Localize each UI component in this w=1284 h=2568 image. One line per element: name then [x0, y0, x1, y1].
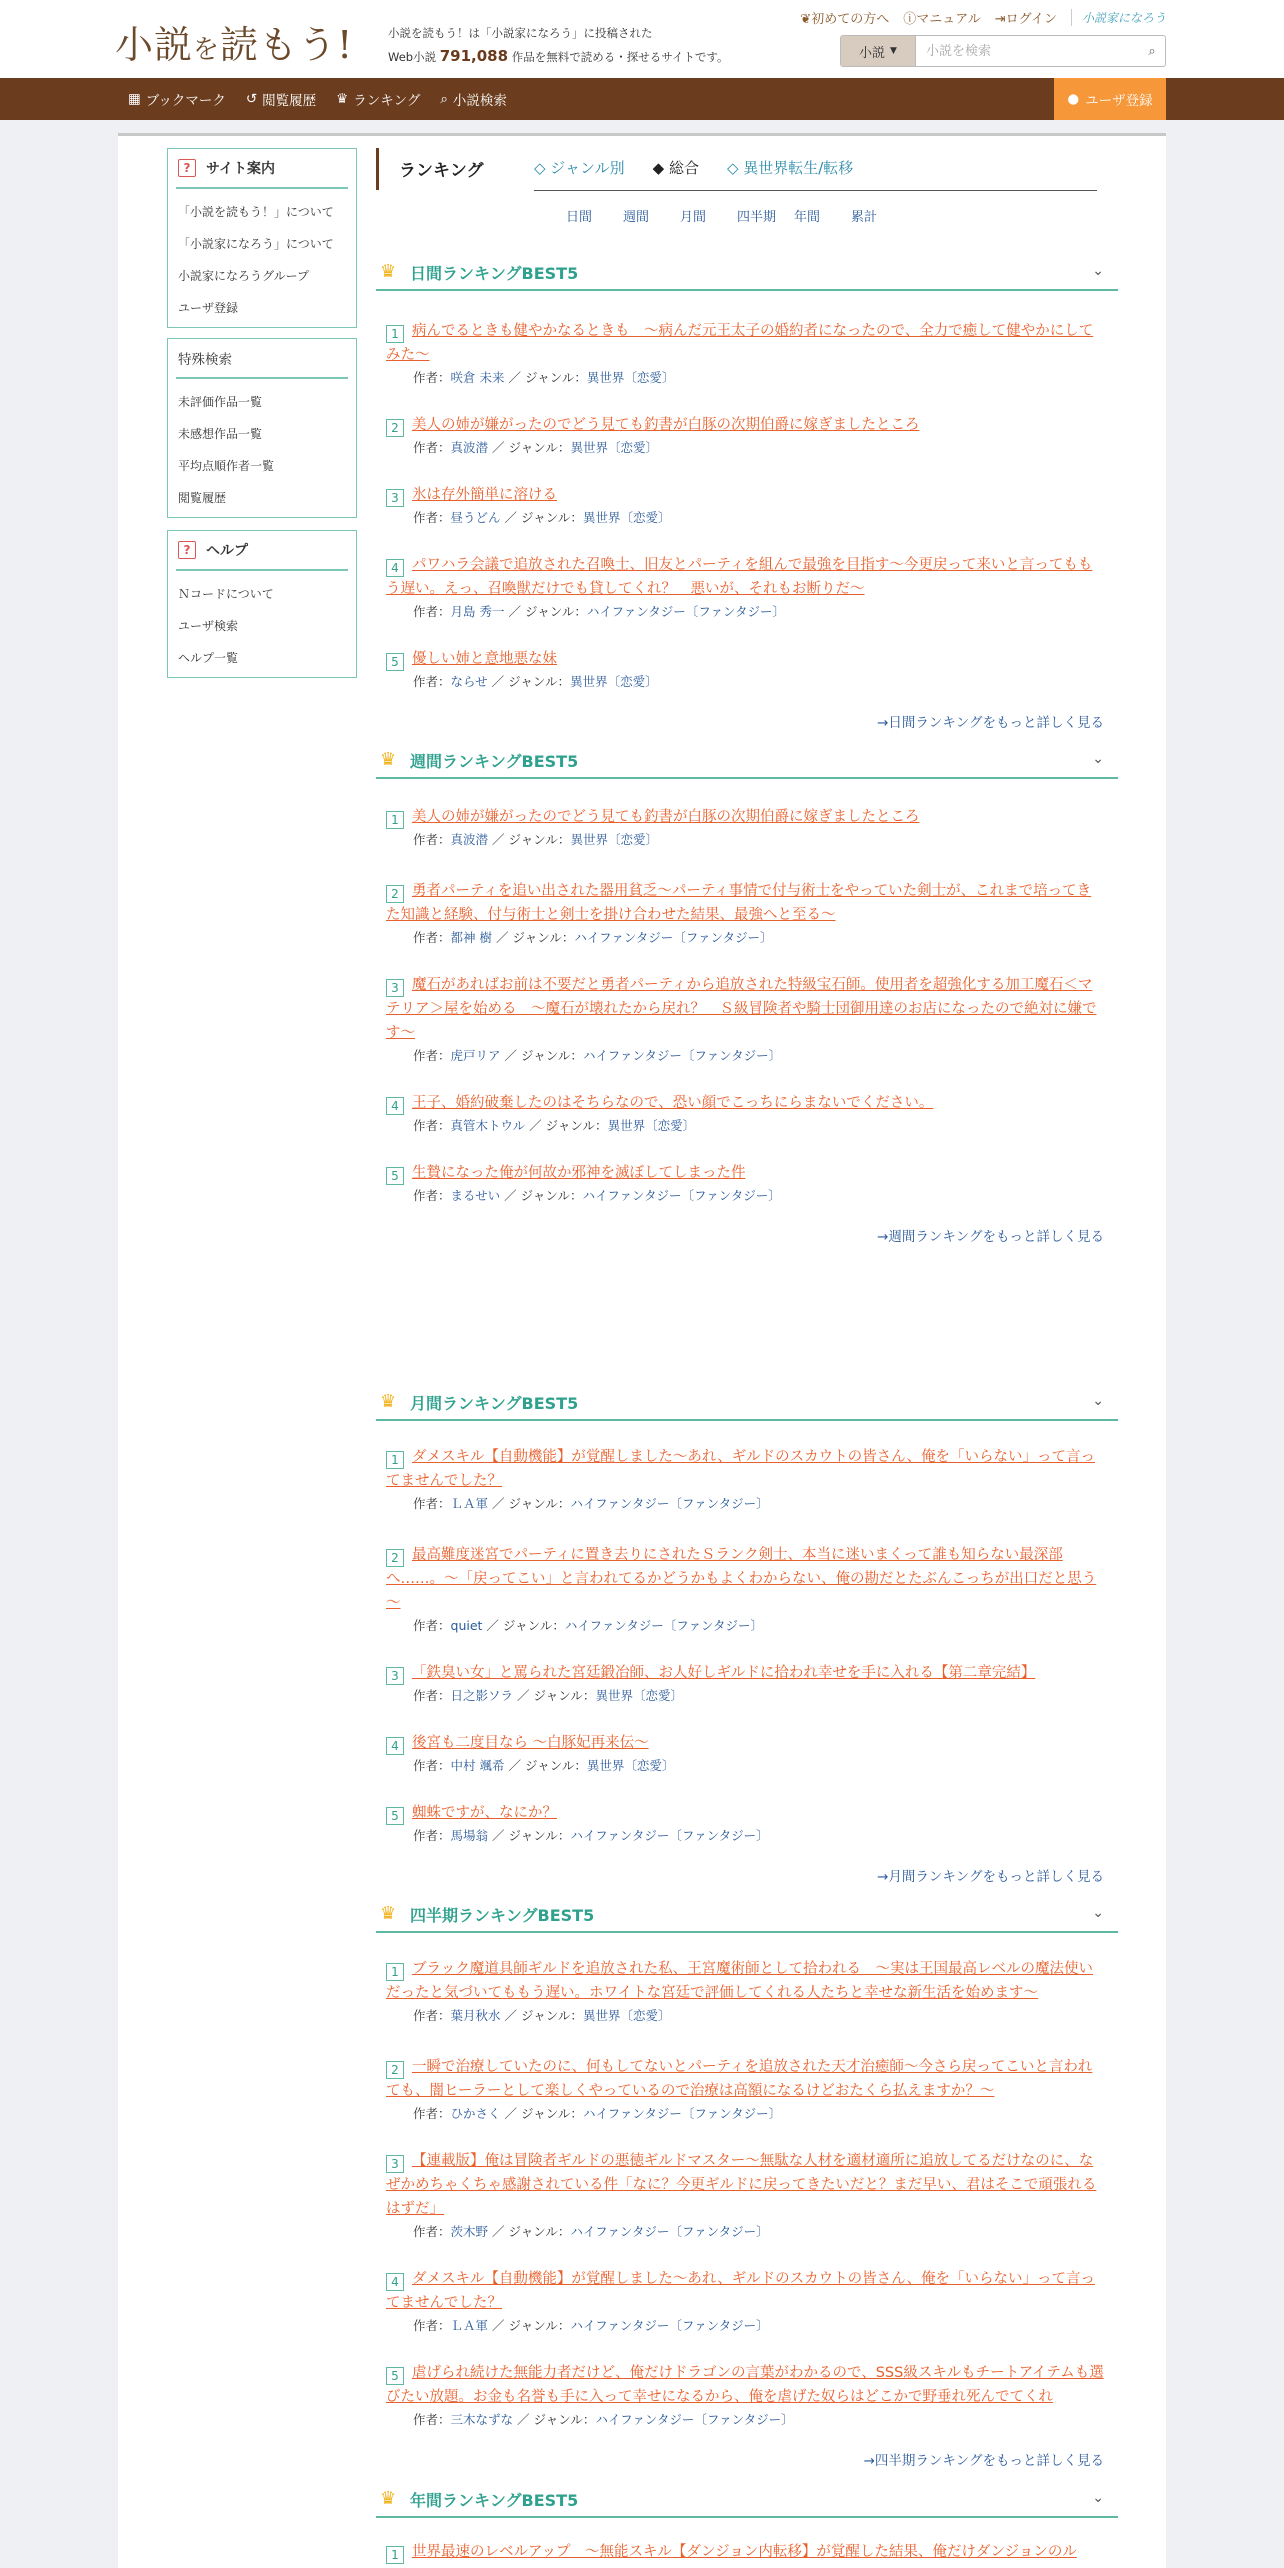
narou-logo-link[interactable]: 小説家になろう	[1071, 9, 1166, 26]
more-ranking-link[interactable]: →月間ランキングをもっと詳しく見る	[877, 1869, 1104, 1885]
author-link[interactable]: 昼うどん	[450, 510, 501, 525]
genre-label: ／ ジャンル：	[504, 1048, 583, 1063]
sidebar-link-group[interactable]: 小説家になろうグループ	[178, 268, 310, 283]
sidebar-link-help-list[interactable]: ヘルプ一覧	[178, 650, 239, 665]
crown-icon: ♛	[380, 749, 397, 770]
chevron-down-icon[interactable]: ⌄	[1092, 1905, 1104, 1921]
chevron-down-icon: ▼	[890, 46, 897, 56]
author-link[interactable]: 真管木トウル	[450, 1118, 526, 1133]
search-icon: ⌕	[440, 91, 448, 107]
novel-title-link[interactable]: 1 世界最速のレベルアップ ～無能スキル【ダンジョン内転移】が覚醒した結果、俺だけダンジョンのル	[386, 2540, 1104, 2564]
section-title: 週間ランキングBEST5	[410, 751, 579, 771]
novel-title-link[interactable]: 2 勇者パーティを追い出された器用貧乏～パーティ事情で付与術士をやっていた剣士が、これまで培ってきた知識と経験、付与術士と剣士を掛け合わせた結果、最強へと至る～	[386, 883, 1092, 923]
author-label: 作者：	[413, 440, 451, 455]
genre-label: ／ ジャンル：	[495, 930, 575, 945]
section-header[interactable]	[376, 743, 1118, 779]
ranking-entry	[386, 1161, 1104, 1207]
page-title: ランキング	[399, 161, 484, 181]
author-label: 作者：	[413, 370, 451, 385]
genre-link[interactable]: ハイファンタジー〔ファンタジー〕	[564, 1618, 763, 1633]
section-title: 月間ランキングBEST5	[410, 1393, 579, 1413]
author-link[interactable]: 馬場翁	[450, 1828, 489, 1843]
site-header	[0, 0, 1284, 78]
chevron-down-icon[interactable]: ⌄	[1092, 263, 1104, 279]
section-title: 四半期ランキングBEST5	[410, 1905, 595, 1925]
ranking-entry	[386, 2540, 1104, 2564]
genre-label: ／ ジャンル：	[508, 1758, 587, 1773]
genre-label: ／ ジャンル：	[517, 1688, 596, 1703]
ranking-entry	[386, 319, 1104, 389]
nav-search[interactable]: ⌕ 小説検索	[440, 91, 507, 109]
top-links	[800, 8, 1166, 27]
rank-number: 5	[386, 2367, 404, 2385]
tab-genre[interactable]: ◇ ジャンル別	[534, 159, 625, 177]
genre-link[interactable]: 異世界〔恋愛〕	[570, 832, 658, 847]
genre-label: ／ ジャンル：	[504, 2008, 583, 2023]
author-label: 作者：	[413, 1188, 451, 1203]
author-label: 作者：	[413, 1828, 451, 1843]
novel-title-link[interactable]: 3 氷は存外簡単に溶ける	[386, 483, 1104, 507]
question-icon: ?	[178, 159, 196, 177]
period-quarterly[interactable]: 四半期	[737, 210, 777, 225]
genre-label: ／ ジャンル：	[517, 2412, 596, 2427]
entry-meta	[386, 1185, 1104, 1207]
author-link[interactable]: 葉月秋水	[450, 2008, 501, 2023]
crown-icon: ♛	[380, 2488, 397, 2509]
novel-title-link[interactable]: 5 優しい姉と意地悪な妹	[386, 647, 1104, 671]
ranking-section-daily	[376, 255, 1118, 731]
genre-label: ／ ジャンル：	[508, 604, 587, 619]
genre-link[interactable]: ハイファンタジー〔ファンタジー〕	[582, 2106, 782, 2121]
rank-number: 4	[386, 559, 404, 577]
entry-meta	[386, 367, 1104, 389]
author-link[interactable]: 虎戸リア	[450, 1048, 501, 1063]
novel-title-link[interactable]: 4 王子、婚約破棄したのはそちらなので、恐い顔でこっちにらまないでください。	[386, 1091, 1104, 1115]
ranking-entry	[386, 1543, 1104, 1637]
history-icon: ↺	[245, 91, 258, 107]
author-label: 作者：	[413, 1758, 451, 1773]
novel-title-link[interactable]: 5 蜘蛛ですが、なにか？	[386, 1801, 1104, 1825]
beginner-link[interactable]: ❦初めての方へ	[800, 12, 890, 27]
novel-title-link[interactable]: 5 生贄になった俺が何故か邪神を滅ぼしてしまった件	[386, 1161, 1104, 1185]
sidebar-site-guide	[167, 148, 357, 328]
period-yearly[interactable]: 年間	[794, 210, 821, 225]
tab-underline	[534, 190, 1097, 191]
rank-number: 3	[386, 979, 404, 997]
author-label: 作者：	[413, 1118, 451, 1133]
genre-link[interactable]: 異世界〔恋愛〕	[595, 1688, 683, 1703]
ranking-entry	[386, 1957, 1104, 2027]
entry-meta	[386, 507, 1104, 529]
novel-title-link[interactable]: 3 魔石があればお前は不要だと勇者パーティから追放された特級宝石師。使用者を超強化する加工魔石＜マテリア＞屋を始める ～魔石が壊れたから戻れ？ Ｓ級冒険者や騎士団御用達のお店になったので絶対に嫌です～	[386, 977, 1097, 1041]
ranking-entry	[386, 1731, 1104, 1777]
genre-label: ／ ジャンル：	[508, 370, 587, 385]
rank-number: 4	[386, 1097, 404, 1115]
author-label: 作者：	[413, 2008, 451, 2023]
entry-meta	[386, 1825, 1104, 1847]
novel-title-link[interactable]: 2 一瞬で治療していたのに、何もしてないとパーティを追放された天才治癒師～今さら戻ってこいと言われても、闇ヒーラーとして楽しくやっているので治療は高額になるけどおたくら払えますか？～	[386, 2059, 1093, 2099]
ranking-entry	[386, 2267, 1104, 2337]
genre-link[interactable]: ハイファンタジー〔ファンタジー〕	[570, 2318, 769, 2333]
novel-title-link[interactable]: 1 美人の姉が嫌がったのでどう見ても釣書が白豚の次期伯爵に嫁ぎましたところ	[386, 805, 1104, 829]
search-category-select[interactable]: 小説 ▼	[841, 36, 916, 66]
sidebar-link-about-narou[interactable]: 「小説家になろう」について	[178, 236, 334, 251]
novel-title-link[interactable]: 1 ダメスキル【自動機能】が覚醒しました〜あれ、ギルドのスカウトの皆さん、俺を「いらない」って言ってませんでした？	[386, 1449, 1095, 1489]
crown-icon: ♛	[336, 91, 349, 107]
work-count: 791,088	[439, 47, 509, 65]
entry-meta	[386, 1615, 1104, 1637]
author-label: 作者：	[413, 510, 451, 525]
period-daily[interactable]: 日間	[566, 210, 593, 225]
author-link[interactable]: 真波潜	[450, 832, 489, 847]
entry-meta	[386, 1045, 1104, 1067]
genre-link[interactable]: ハイファンタジー〔ファンタジー〕	[570, 1828, 769, 1843]
ranking-section-weekly	[376, 743, 1118, 1245]
site-description: 小説を読もう！は「小説家になろう」に投稿された Web小説 791,088 作品を無料で読める・探せるサイトです。	[388, 26, 729, 65]
genre-label: ／ ジャンル：	[504, 2106, 583, 2121]
question-icon: ?	[178, 541, 196, 559]
period-monthly[interactable]: 月間	[680, 210, 707, 225]
user-register-button[interactable]: ● ユーザ登録	[1054, 78, 1166, 120]
genre-link[interactable]: ハイファンタジー〔ファンタジー〕	[582, 1048, 782, 1063]
period-weekly[interactable]: 週間	[623, 210, 650, 225]
genre-link[interactable]: 異世界〔恋愛〕	[570, 440, 658, 455]
sidebar-guide-title: ? サイト案内	[176, 149, 348, 189]
author-link[interactable]: 咲倉 未来	[450, 370, 505, 385]
genre-label: ／ ジャンル：	[504, 510, 583, 525]
sidebar-link-ncode[interactable]: Ｎコードについて	[178, 586, 274, 601]
genre-link[interactable]: 異世界〔恋愛〕	[570, 674, 658, 689]
sidebar-link-avg-authors[interactable]: 平均点順作者一覧	[178, 458, 275, 473]
author-label: 作者：	[413, 1688, 451, 1703]
nav-ranking[interactable]: ♛ ランキング	[336, 91, 421, 109]
chevron-down-icon[interactable]: ⌄	[1092, 751, 1104, 767]
chevron-down-icon[interactable]: ⌄	[1092, 2490, 1104, 2506]
genre-label: ／ ジャンル：	[492, 440, 571, 455]
ranking-entry	[386, 1091, 1104, 1137]
genre-label: ／ ジャンル：	[504, 1188, 583, 1203]
divider	[118, 133, 1166, 136]
author-link[interactable]: 三木なずな	[450, 2412, 514, 2427]
ranking-entry	[386, 1445, 1104, 1515]
entry-meta	[386, 1685, 1104, 1707]
rank-number: 3	[386, 489, 404, 507]
sidebar-link-user-search[interactable]: ユーザ検索	[178, 618, 239, 633]
ranking-entry	[386, 413, 1104, 459]
rank-number: 2	[386, 419, 404, 437]
rank-number: 3	[386, 1667, 404, 1685]
sidebar-link-history[interactable]: 閲覧履歴	[178, 490, 227, 505]
entry-meta	[386, 2221, 1104, 2243]
entry-meta	[386, 2103, 1104, 2125]
sidebar-help	[167, 530, 357, 678]
novel-title-link[interactable]: 4 後宮も二度目なら 〜白豚妃再来伝〜	[386, 1731, 1104, 1755]
genre-label: ／ ジャンル：	[492, 832, 571, 847]
section-title: 年間ランキングBEST5	[410, 2490, 579, 2510]
author-link[interactable]: ひかさく	[450, 2106, 501, 2121]
author-link[interactable]: 茨木野	[450, 2224, 489, 2239]
entry-meta	[386, 1755, 1104, 1777]
entry-meta	[386, 2005, 1104, 2027]
novel-title-link[interactable]: 5 虐げられ続けた無能力者だけど、俺だけドラゴンの言葉がわかるので、SSS級スキルもチートアイテムも選びたい放題。お金も名誉も手に入って幸せになるから、俺を虐げた奴らはどこかで野垂れ死んでてくれ	[386, 2365, 1104, 2405]
tab-isekai[interactable]: ◇ 異世界転生/転移	[726, 159, 854, 177]
author-link[interactable]: 日之影ソラ	[450, 1688, 514, 1703]
ranking-section-monthly	[376, 1385, 1118, 1885]
author-label: 作者：	[413, 832, 451, 847]
rank-number: 1	[386, 2546, 404, 2564]
genre-label: ／ ジャンル：	[492, 2318, 571, 2333]
rank-number: 5	[386, 653, 404, 671]
entry-meta	[386, 829, 1104, 851]
rank-number: 2	[386, 1549, 404, 1567]
nav-history[interactable]: ↺ 閲覧履歴	[245, 91, 317, 109]
author-label: 作者：	[413, 1496, 451, 1511]
ranking-entry	[386, 2149, 1104, 2243]
ranking-entry	[386, 483, 1104, 529]
entry-meta	[386, 1493, 1104, 1515]
login-link[interactable]: ⇥ログイン	[994, 12, 1057, 27]
sidebar-special-search	[167, 338, 357, 518]
genre-label: ／ ジャンル：	[492, 2224, 571, 2239]
site-logo[interactable]: 小説を読もう!	[115, 23, 354, 67]
grid-icon: ▦	[128, 91, 141, 107]
period-total[interactable]: 累計	[851, 210, 878, 225]
author-link[interactable]: ならせ	[450, 674, 488, 689]
rank-number: 2	[386, 885, 404, 903]
author-link[interactable]: ＬＡ軍	[450, 2318, 489, 2333]
genre-label: ／ ジャンル：	[486, 1618, 565, 1633]
author-link[interactable]: ＬＡ軍	[450, 1496, 489, 1511]
author-label: 作者：	[413, 2224, 451, 2239]
novel-title-link[interactable]: 3 【連載版】俺は冒険者ギルドの悪徳ギルドマスター～無駄な人材を適材適所に追放してるだけなのに、なぜかめちゃくちゃ感謝されている件「なに？今更ギルドに戻ってきたいだと？まだ早い、君はそこで頑張れるはずだ」	[386, 2153, 1097, 2217]
ranking-section-yearly	[376, 2482, 1118, 2564]
sidebar-link-register[interactable]: ユーザ登録	[178, 300, 239, 315]
rank-number: 4	[386, 2273, 404, 2291]
entry-meta	[386, 2409, 1104, 2431]
author-label: 作者：	[413, 2106, 451, 2121]
novel-title-link[interactable]: 4 ダメスキル【自動機能】が覚醒しました〜あれ、ギルドのスカウトの皆さん、俺を「いらない」って言ってませんでした？	[386, 2271, 1095, 2311]
genre-link[interactable]: ハイファンタジー〔ファンタジー〕	[582, 1188, 781, 1203]
chevron-down-icon[interactable]: ⌄	[1092, 1393, 1104, 1409]
tab-overall[interactable]: ◆ 総合	[652, 159, 699, 177]
more-ranking-link[interactable]: →日間ランキングをもっと詳しく見る	[877, 715, 1104, 731]
ranking-entry	[386, 879, 1104, 949]
sidebar-link-no-review[interactable]: 未感想作品一覧	[178, 426, 263, 441]
search-button[interactable]	[1139, 36, 1165, 66]
ranking-section-quarterly	[376, 1897, 1118, 2469]
entry-meta	[386, 2315, 1104, 2337]
novel-title-link[interactable]: 3 「鉄臭い女」と罵られた宮廷鍛冶師、お人好しギルドに拾われ幸せを手に入れる【第二章完結】	[386, 1661, 1104, 1685]
entry-meta	[386, 437, 1104, 459]
genre-link[interactable]: ハイファンタジー〔ファンタジー〕	[570, 1496, 769, 1511]
novel-title-link[interactable]: 4 パワハラ会議で追放された召喚士、旧友とパーティを組んで最強を目指す～今更戻って来いと言ってももう遅い。えっ、召喚獣だけでも貸してくれ？ 悪いが、それもお断りだ～	[386, 557, 1093, 597]
rank-number: 1	[386, 1451, 404, 1469]
genre-link[interactable]: 異世界〔恋愛〕	[582, 2008, 671, 2023]
sidebar-special-title: 特殊検索	[176, 339, 348, 379]
sidebar-link-unrated[interactable]: 未評価作品一覧	[178, 394, 263, 409]
genre-label: ／ ジャンル：	[492, 1828, 571, 1843]
crown-icon: ♛	[380, 1391, 397, 1412]
genre-link[interactable]: ハイファンタジー〔ファンタジー〕	[586, 604, 786, 619]
entry-meta	[386, 671, 1104, 693]
ranking-entry	[386, 647, 1104, 693]
entry-meta	[386, 601, 1104, 623]
ranking-entry	[386, 1661, 1104, 1707]
main-nav	[0, 78, 1284, 120]
author-link[interactable]: 都神 樹	[450, 930, 492, 945]
novel-title-link[interactable]: 2 美人の姉が嫌がったのでどう見ても釣書が白豚の次期伯爵に嫁ぎましたところ	[386, 413, 1104, 437]
section-header[interactable]	[376, 1897, 1118, 1933]
sidebar-link-about-yomou[interactable]: 「小説を読もう！」について	[178, 204, 334, 219]
author-label: 作者：	[413, 2318, 451, 2333]
genre-link[interactable]: ハイファンタジー〔ファンタジー〕	[595, 2412, 794, 2427]
nav-bookmark[interactable]: ▦ ブックマーク	[128, 91, 226, 109]
rank-number: 4	[386, 1737, 404, 1755]
section-header[interactable]	[376, 255, 1118, 291]
more-ranking-link[interactable]: →四半期ランキングをもっと詳しく見る	[863, 2453, 1104, 2469]
genre-link[interactable]: ハイファンタジー〔ファンタジー〕	[574, 930, 773, 945]
search-icon: ⌕	[1148, 43, 1156, 59]
ranking-entry	[386, 2055, 1104, 2125]
novel-title-link[interactable]: 1 病んでるときも健やかなるときも ～病んだ元王太子の婚約者になったので、全力で癒して健やかにしてみた～	[386, 323, 1094, 363]
crown-icon: ♛	[380, 1903, 397, 1924]
genre-link[interactable]: 異世界〔恋愛〕	[586, 370, 675, 385]
genre-label: ／ ジャンル：	[529, 1118, 608, 1133]
crown-icon: ♛	[380, 261, 397, 282]
rank-number: 3	[386, 2155, 404, 2173]
section-header[interactable]	[376, 1385, 1118, 1421]
genre-link[interactable]: 異世界〔恋愛〕	[607, 1118, 696, 1133]
sidebar-help-title: ? ヘルプ	[176, 531, 348, 571]
rank-number: 5	[386, 1807, 404, 1825]
ranking-header	[376, 148, 1094, 190]
genre-label: ／ ジャンル：	[491, 674, 571, 689]
section-title: 日間ランキングBEST5	[410, 263, 579, 283]
entry-meta	[386, 1115, 1104, 1137]
author-label: 作者：	[413, 1618, 451, 1633]
author-label: 作者：	[413, 674, 451, 689]
search-box	[840, 35, 1166, 67]
ranking-entry	[386, 973, 1104, 1067]
rank-number: 5	[386, 1167, 404, 1185]
author-label: 作者：	[413, 930, 451, 945]
ranking-entry	[386, 805, 1104, 851]
genre-link[interactable]: 異世界〔恋愛〕	[586, 1758, 675, 1773]
rank-number: 1	[386, 1963, 404, 1981]
author-label: 作者：	[413, 2412, 451, 2427]
entry-meta	[386, 927, 1104, 949]
rank-number: 1	[386, 811, 404, 829]
author-link[interactable]: 月島 秀一	[450, 604, 505, 619]
login-icon: ⇥	[994, 12, 1006, 27]
question-circle-icon: ⓘ	[903, 12, 917, 27]
more-ranking-link[interactable]: →週間ランキングをもっと詳しく見る	[877, 1229, 1104, 1245]
author-link[interactable]: 真波潜	[450, 440, 489, 455]
novel-title-link[interactable]: 1 ブラック魔道具師ギルドを追放された私、王宮魔術師として拾われる ～実は王国最高レベルの魔法使いだったと気づいてももう遅い。ホワイトな宮廷で評価してくれる人たちと幸せな新生活を始めます～	[386, 1961, 1094, 2001]
ranking-entry	[386, 2361, 1104, 2431]
genre-label: ／ ジャンル：	[492, 1496, 571, 1511]
genre-link[interactable]: ハイファンタジー〔ファンタジー〕	[570, 2224, 769, 2239]
manual-link[interactable]: ⓘマニュアル	[903, 12, 981, 27]
author-link[interactable]: まるせい	[450, 1188, 501, 1203]
rank-number: 2	[386, 2061, 404, 2079]
user-icon: ●	[1067, 91, 1080, 107]
ranking-entry	[386, 1801, 1104, 1847]
search-input[interactable]	[916, 36, 1139, 66]
period-links	[566, 206, 908, 225]
rank-number: 1	[386, 325, 404, 343]
genre-link[interactable]: 異世界〔恋愛〕	[582, 510, 671, 525]
author-label: 作者：	[413, 1048, 451, 1063]
ranking-entry	[386, 553, 1104, 623]
author-label: 作者：	[413, 604, 451, 619]
bookmark-book-icon: ❦	[800, 12, 812, 27]
author-link[interactable]: quiet	[450, 1618, 483, 1633]
novel-title-link[interactable]: 2 最高難度迷宮でパーティに置き去りにされたＳランク剣士、本当に迷いまくって誰も知らない最深部へ……。～「戻ってこい」と言われてるかどうかもよくわからない、俺の勘だとたぶんこっちが出口だと思う～	[386, 1547, 1097, 1611]
section-header[interactable]	[376, 2482, 1118, 2518]
author-link[interactable]: 中村 颯希	[450, 1758, 505, 1773]
